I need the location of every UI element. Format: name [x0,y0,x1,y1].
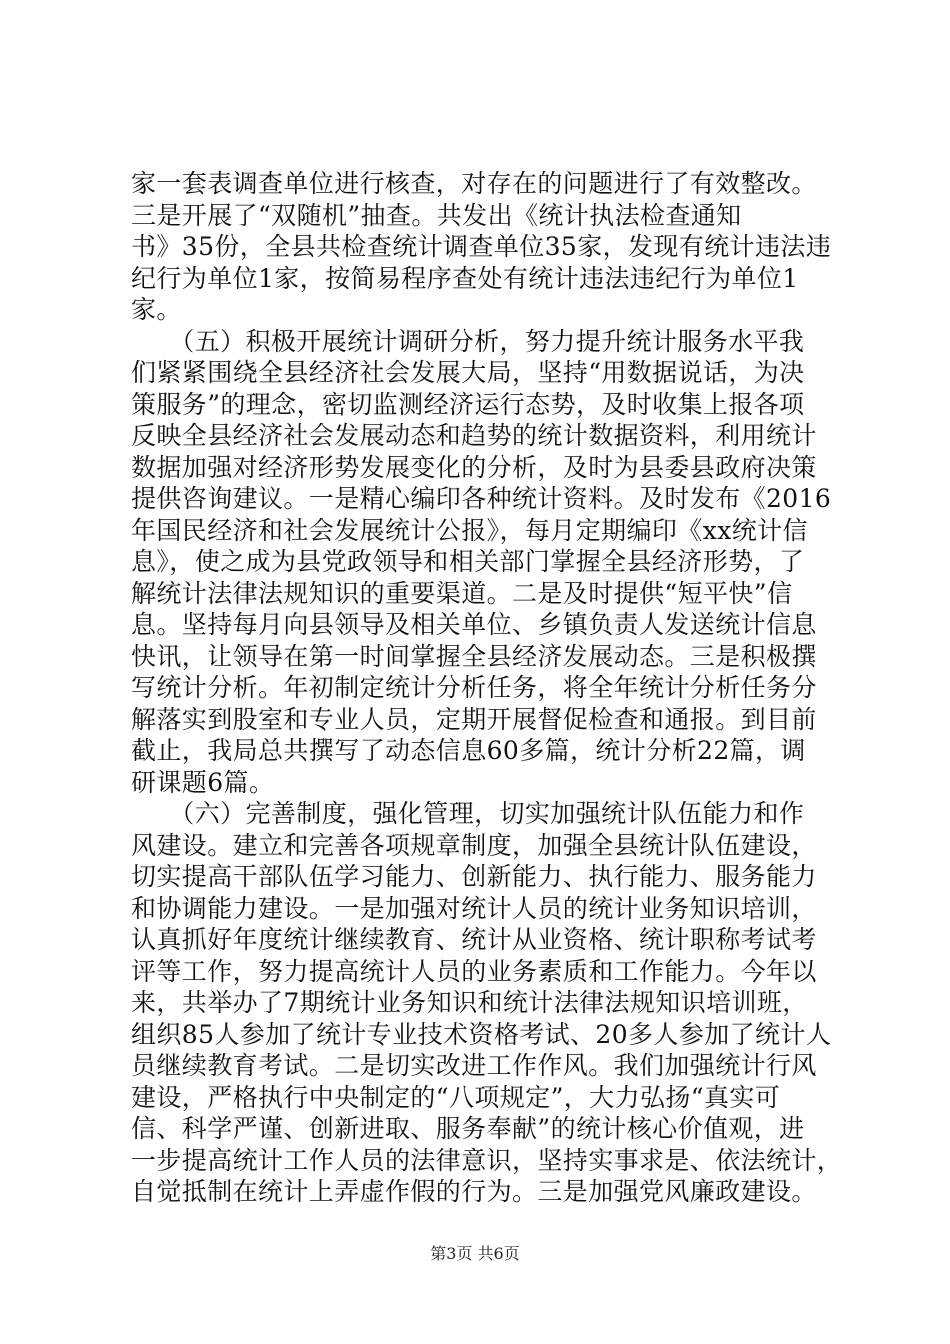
text-line: 截止，我局总共撰写了动态信息60多篇，统计分析22篇，调 [131,736,806,765]
section-heading-line: （六）完善制度，强化管理，切实加强统计队伍能力和作 [131,799,805,828]
text-line: 评等工作，努力提高统计人员的业务素质和工作能力。今年以 [131,956,817,986]
text-line: 数据加强对经济形势发展变化的分析，及时为县委县政府决策 [131,452,817,482]
text-line: 来，共举办了7期统计业务知识和统计法律法规知识培训班， [131,988,808,1017]
text-line: 自觉抵制在统计上弄虚作假的行为。三是加强党风廉政建设。 [131,1177,817,1206]
text-line: 息。坚持每月向县领导及相关单位、乡镇负责人发送统计信息 [131,610,817,639]
text-line: 年国民经济和社会发展统计公报》，每月定期编印《xx统计信 [131,515,808,545]
text-line: 和协调能力建设。一是加强对统计人员的统计业务知识培训， [131,893,817,923]
page-footer: 第3页 共6页 [430,1244,520,1263]
text-line: 员继续教育考试。二是切实改进工作作风。我们加强统计行风 [131,1051,817,1080]
text-line: 纪行为单位1家，按简易程序查处有统计违法违纪行为单位1 [131,263,799,293]
text-line: 息》，使之成为县党政领导和相关部门掌握全县经济形势，了 [131,547,805,576]
text-line: 研课题6篇。 [131,767,275,797]
text-line: 反映全县经济社会发展动态和趋势的统计数据资料，利用统计 [131,421,817,450]
text-line: 切实提高干部队伍学习能力、创新能力、执行能力、服务能力 [131,862,817,891]
text-line: 风建设。建立和完善各项规章制度，加强全县统计队伍建设， [131,830,817,860]
text-line: 组织85人参加了统计专业技术资格考试、20多人参加了统计人 [131,1019,832,1049]
text-line: 认真抓好年度统计继续教育、统计从业资格、统计职称考试考 [131,925,817,954]
text-line: 一步提高统计工作人员的法律意识，坚持实事求是、依法统计， [131,1145,843,1175]
text-line: 们紧紧围绕全县经济社会发展大局，坚持“用数据说话，为决 [131,358,805,387]
text-line: 写统计分析。年初制定统计分析任务，将全年统计分析任务分 [131,673,817,702]
text-line: 书》35份，全县共检查统计调查单位35家，发现有统计违法违 [131,232,832,261]
text-line: 快讯，让领导在第一时间掌握全县经济发展动态。三是积极撰 [131,641,817,671]
section-heading-line: （五）积极开展统计调研分析，努力提升统计服务水平我 [131,326,805,356]
text-line: 信、科学严谨、创新进取、服务奉献”的统计核心价值观，进 [131,1114,805,1143]
text-line: 家。 [131,295,182,324]
text-line: 解落实到股室和专业人员，定期开展督促检查和通报。到目前 [131,704,817,734]
text-line: 三是开展了“双随机”抽查。共发出《统计执法检查通知 [131,200,742,230]
text-line: 提供咨询建议。一是精心编印各种统计资料。及时发布《2016 [131,484,832,513]
body-text [131,168,843,1208]
text-line: 解统计法律法规知识的重要渠道。二是及时提供“短平快”信 [131,578,793,608]
text-line: 建设，严格执行中央制定的“八项规定”，大力弘扬“真实可 [131,1082,781,1112]
text-line: 策服务”的理念，密切监测经济运行态势，及时收集上报各项 [131,389,805,419]
text-line: 家一套表调查单位进行核查，对存在的问题进行了有效整改。 [131,169,817,198]
